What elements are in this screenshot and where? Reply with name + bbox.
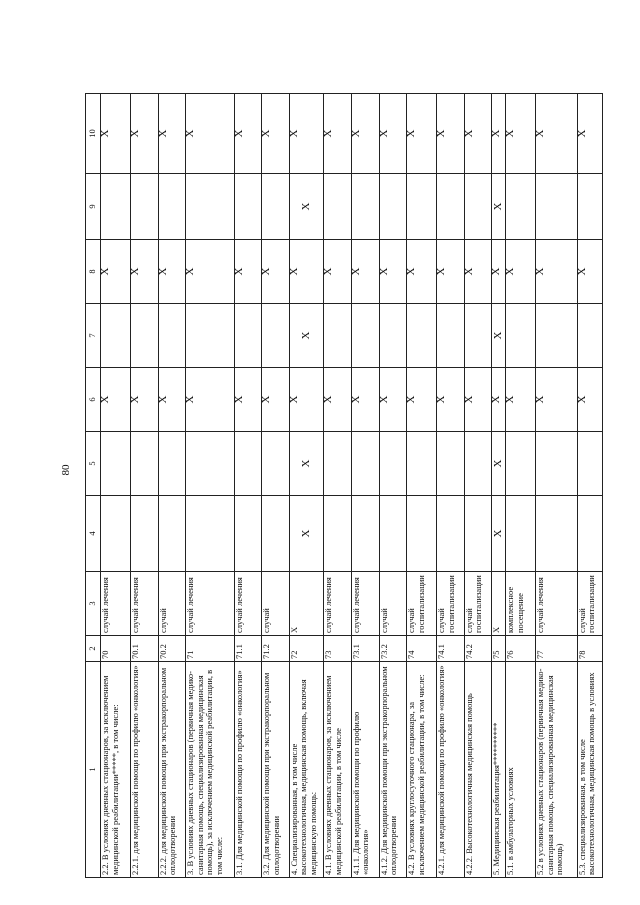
column-header-5: 5 [86, 432, 101, 496]
cell-col-10: X [324, 94, 352, 174]
cell-col-9 [101, 174, 131, 240]
table-body [101, 94, 603, 878]
row-unit-cell: случай [379, 572, 407, 636]
table-row [407, 94, 437, 878]
row-code-cell: 72 [289, 636, 324, 662]
row-code-cell: 76 [506, 636, 536, 662]
header-row [86, 94, 101, 878]
cell-col-6: X [234, 368, 262, 432]
cell-col-5 [536, 432, 577, 496]
cell-col-8: X [506, 240, 536, 304]
column-header-1: 1 [86, 662, 101, 878]
cell-col-8: X [351, 240, 379, 304]
cell-col-6: X [101, 368, 131, 432]
table-row [464, 94, 492, 878]
row-unit-cell: случай лечения [186, 572, 234, 636]
row-code-cell: 70.1 [130, 636, 158, 662]
row-name-cell: 2.2. В условиях дневных стационаров, за исключением медицинской реабилитации*****, в том числе: [101, 662, 131, 878]
column-header-3: 3 [86, 572, 101, 636]
cell-col-5: X [289, 432, 324, 496]
row-code-cell: 74.2 [464, 636, 492, 662]
cell-col-8: X [234, 240, 262, 304]
row-unit-cell: случай [262, 572, 290, 636]
row-name-cell: 4.1.1. Для медицинской помощи по профилю «онкология» [351, 662, 379, 878]
cell-col-9 [379, 174, 407, 240]
row-code-cell: 73.1 [351, 636, 379, 662]
cell-col-5 [130, 432, 158, 496]
cell-col-5 [101, 432, 131, 496]
column-header-2: 2 [86, 636, 101, 662]
row-name-cell: 5.1. в амбулаторных условиях [506, 662, 536, 878]
cell-col-6: X [536, 368, 577, 432]
row-unit-cell: случай лечения [536, 572, 577, 636]
row-code-cell: 74.1 [437, 636, 465, 662]
cell-col-5 [464, 432, 492, 496]
cell-col-7 [262, 304, 290, 368]
cell-col-5: X [492, 432, 506, 496]
cell-col-6: X [289, 368, 324, 432]
cell-col-7 [158, 304, 186, 368]
cell-col-5 [407, 432, 437, 496]
cell-col-4 [186, 496, 234, 572]
cell-col-5 [577, 432, 602, 496]
column-header-9: 9 [86, 174, 101, 240]
column-header-10: 10 [86, 94, 101, 174]
column-header-6: 6 [86, 368, 101, 432]
table-row [379, 94, 407, 878]
row-unit-cell: случай лечения [101, 572, 131, 636]
cell-col-10: X [506, 94, 536, 174]
column-header-4: 4 [86, 496, 101, 572]
cell-col-9 [158, 174, 186, 240]
cell-col-4 [437, 496, 465, 572]
cell-col-4 [464, 496, 492, 572]
cell-col-7 [186, 304, 234, 368]
row-name-cell: 3.1. Для медицинской помощи по профилю «онкология» [234, 662, 262, 878]
cell-col-8: X [577, 240, 602, 304]
row-unit-cell: комплексное посещение [506, 572, 536, 636]
cell-col-10: X [158, 94, 186, 174]
row-name-cell: 4. Специализированная, в том числе высокотехнологичная, медицинская помощь, включая медицинскую помощь: [289, 662, 324, 878]
row-name-cell: 4.2.2. Высокотехнологичная медицинская помощь [464, 662, 492, 878]
cell-col-4 [351, 496, 379, 572]
cell-col-4 [407, 496, 437, 572]
cell-col-7 [234, 304, 262, 368]
row-code-cell: 78 [577, 636, 602, 662]
column-header-8: 8 [86, 240, 101, 304]
cell-col-6: X [130, 368, 158, 432]
cell-col-9 [324, 174, 352, 240]
table-row [536, 94, 577, 878]
cell-col-8: X [536, 240, 577, 304]
cell-col-7: X [289, 304, 324, 368]
row-code-cell: 73.2 [379, 636, 407, 662]
cell-col-7 [351, 304, 379, 368]
cell-col-9 [234, 174, 262, 240]
cell-col-7 [577, 304, 602, 368]
row-unit-cell: случай госпитализации [407, 572, 437, 636]
cell-col-6: X [464, 368, 492, 432]
cell-col-9 [130, 174, 158, 240]
cell-col-8: X [101, 240, 131, 304]
cell-col-8: X [379, 240, 407, 304]
cell-col-10: X [130, 94, 158, 174]
table-row [158, 94, 186, 878]
cell-col-10: X [407, 94, 437, 174]
cell-col-4 [158, 496, 186, 572]
cell-col-9 [577, 174, 602, 240]
row-code-cell: 71 [186, 636, 234, 662]
cell-col-7 [464, 304, 492, 368]
cell-col-4: X [289, 496, 324, 572]
row-name-cell: 3. В условиях дневных стационаров (первичная медико-санитарная помощь, специализированная медицинская помощь), за исключением медицинской реабилитации, в том числе: [186, 662, 234, 878]
cell-col-6: X [262, 368, 290, 432]
cell-col-4 [130, 496, 158, 572]
cell-col-9: X [492, 174, 506, 240]
row-name-cell: 4.1. В условиях дневных стационаров, за исключением медицинской реабилитации, в том числе [324, 662, 352, 878]
cell-col-9 [262, 174, 290, 240]
cell-col-10: X [262, 94, 290, 174]
cell-col-8: X [289, 240, 324, 304]
cell-col-7 [506, 304, 536, 368]
row-name-cell: 5.3. специализированная, в том числе высокотехнологичная, медицинская помощь в условиях [577, 662, 602, 878]
table-row [130, 94, 158, 878]
cell-col-4 [577, 496, 602, 572]
table-row [289, 94, 324, 878]
table-row [101, 94, 131, 878]
row-unit-cell: случай лечения [130, 572, 158, 636]
table-row [506, 94, 536, 878]
cell-col-10: X [379, 94, 407, 174]
cell-col-5 [262, 432, 290, 496]
cell-col-10: X [234, 94, 262, 174]
cell-col-7 [379, 304, 407, 368]
cell-col-4 [379, 496, 407, 572]
table-row [351, 94, 379, 878]
row-unit-cell: случай госпитализации [464, 572, 492, 636]
row-unit-cell: случай лечения [234, 572, 262, 636]
cell-col-8: X [262, 240, 290, 304]
cell-col-9 [407, 174, 437, 240]
cell-col-7 [324, 304, 352, 368]
cell-col-5 [506, 432, 536, 496]
cell-col-6: X [577, 368, 602, 432]
cell-col-6: X [351, 368, 379, 432]
row-code-cell: 71.2 [262, 636, 290, 662]
row-code-cell: 77 [536, 636, 577, 662]
row-unit-cell: случай лечения [351, 572, 379, 636]
cell-col-8: X [407, 240, 437, 304]
table-row [262, 94, 290, 878]
cell-col-8: X [130, 240, 158, 304]
row-unit-cell: X [492, 572, 506, 636]
table-row [577, 94, 602, 878]
cell-col-5 [324, 432, 352, 496]
row-name-cell: 5. Медицинская реабилитация********** [492, 662, 506, 878]
cell-col-4 [262, 496, 290, 572]
cell-col-8: X [324, 240, 352, 304]
cell-col-9 [351, 174, 379, 240]
row-name-cell: 4.2. В условиях круглосуточного стационара, за исключением медицинской реабилитации, в том числе: [407, 662, 437, 878]
row-name-cell: 2.2.1. для медицинской помощи по профилю «онкология» [130, 662, 158, 878]
cell-col-6: X [379, 368, 407, 432]
table-row [437, 94, 465, 878]
cell-col-4 [536, 496, 577, 572]
cell-col-8: X [492, 240, 506, 304]
row-unit-cell: случай [158, 572, 186, 636]
row-code-cell: 74 [407, 636, 437, 662]
row-unit-cell: случай госпитализации [437, 572, 465, 636]
cell-col-8: X [186, 240, 234, 304]
row-name-cell: 5.2 в условиях дневных стационаров (первичная медико-санитарная помощь, специализированная медицинская помощь) [536, 662, 577, 878]
cell-col-4 [506, 496, 536, 572]
cell-col-6: X [407, 368, 437, 432]
row-code-cell: 73 [324, 636, 352, 662]
column-header-7: 7 [86, 304, 101, 368]
cell-col-4 [324, 496, 352, 572]
row-name-cell: 3.2. Для медицинской помощи при экстракорпоральном оплодотворении [262, 662, 290, 878]
cell-col-5 [437, 432, 465, 496]
cell-col-9 [437, 174, 465, 240]
cell-col-5 [186, 432, 234, 496]
table-row [234, 94, 262, 878]
cell-col-4 [234, 496, 262, 572]
cell-col-8: X [437, 240, 465, 304]
cell-col-10: X [437, 94, 465, 174]
page-number: 80 [60, 464, 72, 476]
cell-col-7 [536, 304, 577, 368]
row-code-cell: 71.1 [234, 636, 262, 662]
cell-col-7 [130, 304, 158, 368]
cell-col-8: X [464, 240, 492, 304]
data-table [85, 93, 603, 878]
row-name-cell: 4.1.2. Для медицинской помощи при экстракорпоральном оплодотворении [379, 662, 407, 878]
row-unit-cell: случай госпитализации [577, 572, 602, 636]
row-unit-cell: X [289, 572, 324, 636]
table-row [186, 94, 234, 878]
cell-col-5 [351, 432, 379, 496]
cell-col-10: X [351, 94, 379, 174]
cell-col-4 [101, 496, 131, 572]
cell-col-6: X [186, 368, 234, 432]
cell-col-7 [407, 304, 437, 368]
cell-col-6: X [506, 368, 536, 432]
cell-col-5 [158, 432, 186, 496]
table-row [324, 94, 352, 878]
cell-col-10: X [536, 94, 577, 174]
row-name-cell: 4.2.1. для медицинской помощи по профилю «онкология» [437, 662, 465, 878]
cell-col-8: X [158, 240, 186, 304]
cell-col-9 [186, 174, 234, 240]
cell-col-7 [101, 304, 131, 368]
cell-col-6: X [324, 368, 352, 432]
rotated-table-container [85, 94, 603, 878]
row-code-cell: 75 [492, 636, 506, 662]
cell-col-6: X [158, 368, 186, 432]
cell-col-9 [506, 174, 536, 240]
cell-col-10: X [464, 94, 492, 174]
cell-col-5 [379, 432, 407, 496]
cell-col-7 [437, 304, 465, 368]
row-code-cell: 70.2 [158, 636, 186, 662]
row-code-cell: 70 [101, 636, 131, 662]
cell-col-10: X [577, 94, 602, 174]
cell-col-6: X [492, 368, 506, 432]
cell-col-4: X [492, 496, 506, 572]
cell-col-10: X [289, 94, 324, 174]
cell-col-5 [234, 432, 262, 496]
cell-col-10: X [492, 94, 506, 174]
cell-col-6: X [437, 368, 465, 432]
row-name-cell: 2.2.2. для медицинской помощи при экстракорпоральном оплодотворении [158, 662, 186, 878]
cell-col-10: X [101, 94, 131, 174]
table-row [492, 94, 506, 878]
cell-col-7: X [492, 304, 506, 368]
cell-col-9: X [289, 174, 324, 240]
cell-col-10: X [186, 94, 234, 174]
cell-col-9 [464, 174, 492, 240]
row-unit-cell: случай лечения [324, 572, 352, 636]
cell-col-9 [536, 174, 577, 240]
